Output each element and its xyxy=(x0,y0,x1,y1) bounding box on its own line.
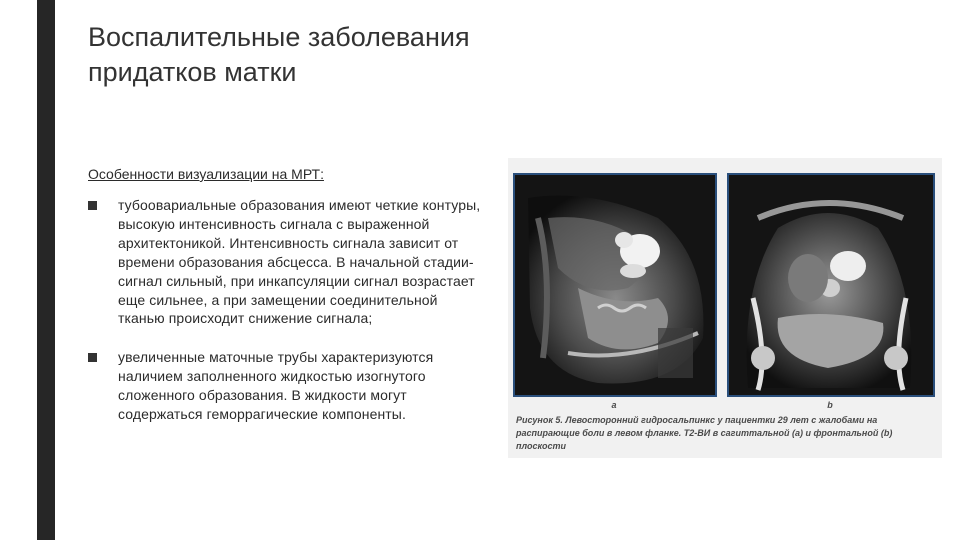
bullet-item xyxy=(88,196,488,328)
square-bullet-icon xyxy=(88,353,97,362)
mri-images xyxy=(508,158,942,458)
bullet-text: тубоовариальные образования имеют четкие контуры, высокую интенсивность сигнала с выраженной архитектоникой. Интенсивность сигнала зависит от времени образования абсцесса. В начальной стадии- сигнал сильный, при инкапсуляции сигнал возрастает еще сильнее, а при замещении соединительной тканью происходит снижение сигнала; xyxy=(118,197,481,327)
square-bullet-icon xyxy=(88,201,97,210)
figure-caption: Рисунок 5. Левосторонний гидросальпинкс у пациентки 29 лет с жалобами на распирающие боли в левом фланке. T2-ВИ в сагиттальной (a) и фронтальной (b) плоскости xyxy=(516,415,893,451)
scan-label-b: b xyxy=(827,400,833,410)
slide-title: Воспалительные заболевания придатков матки xyxy=(88,22,470,87)
bullet-list xyxy=(88,196,488,424)
scan-label-a: a xyxy=(611,400,617,410)
mri-scan-a xyxy=(514,174,716,396)
mri-scan-b xyxy=(728,174,934,396)
bullet-item xyxy=(88,348,488,424)
mri-figure xyxy=(508,158,942,458)
bullet-text: увеличенные маточные трубы характеризуются наличием заполненного жидкостью изогнутого сложенного образования. В жидкости могут содержаться геморрагические компоненты. xyxy=(118,349,434,423)
slide-subtitle: Особенности визуализации на МРТ: xyxy=(88,166,324,182)
side-accent-bar xyxy=(37,0,55,540)
